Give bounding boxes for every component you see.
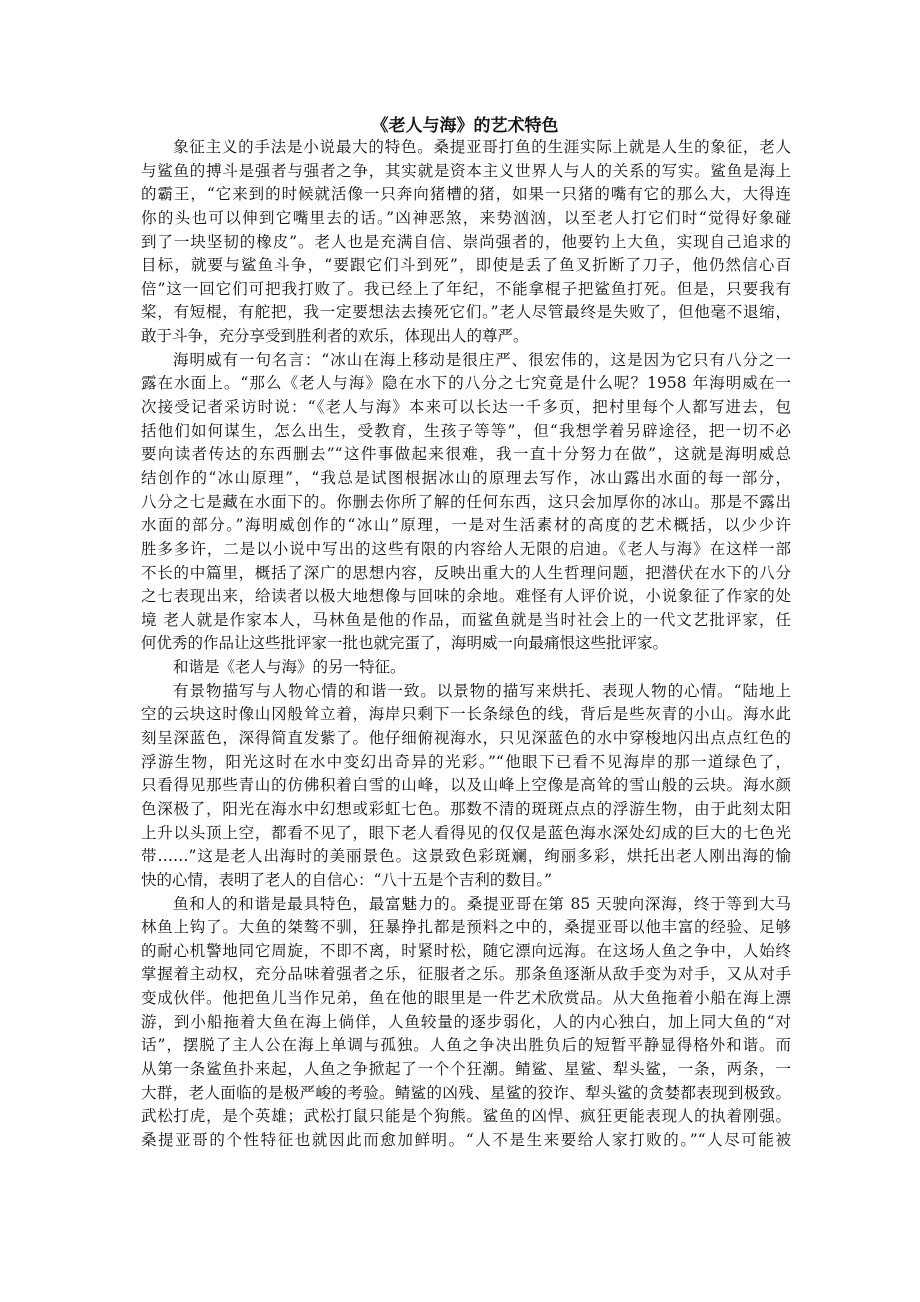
paragraph-0-line: 你的头也可以伸到它嘴里去的话。”凶神恶煞，来势汹汹，以至老人打它们时“觉得好象碰 [141,208,791,227]
paragraph-0-line: 象征主义的手法是小说最大的特色。桑提亚哥打鱼的生涯实际上就是人生的象征，老人 [173,138,791,156]
paragraph-1-line: 括他们如何谋生，怎么出生，受教育，生孩子等等”，但“我想学着另辟途径，把一切不必 [141,421,791,440]
paragraph-1-line: 之七表现出来，给读者以极大地想像与回味的余地。难怪有人评价说，小说象征了作家的处 [141,587,791,606]
paragraph-0-line: 与鲨鱼的搏斗是强者与强者之争，其实就是资本主义世界人与人的关系的写实。鲨鱼是海上 [141,161,791,180]
paragraph-1-line: 水面的部分。”海明威创作的“冰山”原理，一是对生活素材的高度的艺术概括，以少少许 [141,516,791,535]
paragraph-1-line: 胜多多许，二是以小说中写出的这些有限的内容给人无限的启迪。《老人与海》在这样一部 [141,539,791,558]
paragraph-2-line: 和谐是《老人与海》的另一特征。 [173,658,406,677]
paragraph-0-line: 桨，有短棍，有舵把，我一定要想法去揍死它们。”老人尽管最终是失败了，但他毫不退缩， [141,303,791,322]
paragraph-1-line: 露在水面上。“那么《老人与海》隐在水下的八分之七究竟是什么呢？1958 年海明威在一 [141,374,791,393]
paragraph-3-line: 有景物描写与人物心情的和谐一致。以景物的描写来烘托、表现人物的心情。“陆地上 [173,681,791,700]
paragraph-3-line: 色深极了，阳光在海水中幻想或彩虹七色。那数不清的斑斑点点的浮游生物，由于此刻太阳 [141,799,791,818]
paragraph-0-line: 的霸王，“它来到的时候就活像一只奔向猪槽的猪，如果一只猪的嘴有它的那么大，大得连 [141,185,791,204]
paragraph-1-line: 要向读者传达的东西删去”“这件事做起来很难，我一直十分努力在做”，这就是海明威总 [141,445,791,464]
paragraph-1-line: 不长的中篇里，概括了深广的思想内容，反映出重大的人生哲理问题，把潜伏在水下的八分 [141,563,791,582]
paragraph-1-line: 八分之七是藏在水面下的。你删去你所了解的任何东西，这只会加厚你的冰山。那是不露出 [141,492,791,511]
paragraph-4-line: 林鱼上钩了。大鱼的桀骜不驯，狂暴挣扎都是预料之中的，桑提亚哥以他丰富的经验、足够 [141,918,791,937]
paragraph-1-line: 次接受记者采访时说：“《老人与海》本来可以长达一千多页，把村里每个人都写进去，包 [141,398,791,417]
document-body [141,136,791,1153]
paragraph-0-line: 目标，就要与鲨鱼斗争，“要跟它们斗到死”，即使是丢了鱼叉折断了刀子，他仍然信心百 [141,256,791,275]
paragraph-3-line: 浮游生物，阳光这时在水中变幻出奇异的光彩。”“他眼下已看不见海岸的那一道绿色了， [141,752,791,771]
paragraph-3-line: 刻呈深蓝色，深得简直发紫了。他仔细俯视海水，只见深蓝色的水中穿梭地闪出点点红色的 [141,729,791,748]
paragraph-3-line: 只看得见那些青山的仿佛积着白雪的山峰，以及山峰上空像是高耸的雪山般的云块。海水颜 [141,776,791,795]
paragraph-1-line: 结创作的“冰山原理”，“我总是试图根据冰山的原理去写作，冰山露出水面的每一部分， [141,468,791,487]
paragraph-0-line: 敢于斗争，充分享受到胜利者的欢乐，体现出人的尊严。 [141,327,529,346]
paragraph-4-line: 掌握着主动权，充分品味着强者之乐，征服者之乐。那条鱼逐渐从敌手变为对手，又从对手 [141,965,791,984]
paragraph-4-line: 鱼和人的和谐是最具特色，最富魅力的。桑提亚哥在第 85 天驶向深海，终于等到大马 [173,894,791,913]
paragraph-4-line: 变成伙伴。他把鱼儿当作兄弟，鱼在他的眼里是一件艺术欣赏品。从大鱼拖着小船在海上漂 [141,989,791,1008]
paragraph-4-line: 的耐心机警地同它周旋，不即不离，时紧时松，随它漂向远海。在这场人鱼之争中，人始终 [141,941,791,960]
paragraph-0-line: 到了一块坚韧的橡皮”。老人也是充满自信、崇尚强者的，他要钓上大鱼，实现自己追求的 [141,232,791,251]
paragraph-4-line: 桑提亚哥的个性特征也就因此而愈加鲜明。“人不是生来要给人家打败的。”“人尽可能被 [141,1130,791,1149]
paragraph-4-line: 武松打虎，是个英雄；武松打鼠只能是个狗熊。鲨鱼的凶悍、疯狂更能表现人的执着刚强。 [141,1107,791,1126]
paragraph-4-line: 从第一条鲨鱼扑来起，人鱼之争掀起了一个个狂潮。鲭鲨、星鲨、犁头鲨，一条，两条，一 [141,1059,791,1078]
paragraph-4-line: 话”，摆脱了主人公在海上单调与孤独。人鱼之争决出胜负后的短暂平静显得格外和谐。而 [141,1036,791,1055]
paragraph-3-line: 快的心情，表明了老人的自信心：“八十五是个吉利的数目。” [141,870,553,889]
paragraph-0-line: 倍”这一回它们可把我打败了。我已经上了年纪，不能拿棍子把鲨鱼打死。但是，只要我有 [141,279,791,298]
paragraph-4-line: 大群，老人面临的是极严峻的考验。鲭鲨的凶残、星鲨的狡诈、犁头鲨的贪婪都表现到极致。 [141,1083,791,1102]
paragraph-4-line: 游，到小船拖着大鱼在海上倘佯，人鱼较量的逐步弱化，人的内心独白，加上同大鱼的“对 [141,1012,791,1031]
paragraph-3-line: 带……”这是老人出海时的美丽景色。这景致色彩斑斓，绚丽多彩，烘托出老人刚出海的愉 [141,847,791,866]
paragraph-3-line: 上升以头顶上空，都看不见了，眼下老人看得见的仅仅是蓝色海水深处幻成的巨大的七色光 [141,823,791,842]
paragraph-3-line: 空的云块这时像山冈般耸立着，海岸只剩下一长条绿色的线，背后是些灰青的小山。海水此 [141,705,791,724]
paragraph-1-line: 海明威有一句名言：“冰山在海上移动是很庄严、很宏伟的，这是因为它只有八分之一 [173,350,791,369]
paragraph-1-line: 境 老人就是作家本人，马林鱼是他的作品，而鲨鱼就是当时社会上的一代文艺批评家，任 [141,610,791,629]
paragraph-1-line: 何优秀的作品让这些批评家一批也就完蛋了，海明威一向最痛恨这些批评家。 [141,634,669,653]
document-title: 《老人与海》的艺术特色 [371,116,559,136]
